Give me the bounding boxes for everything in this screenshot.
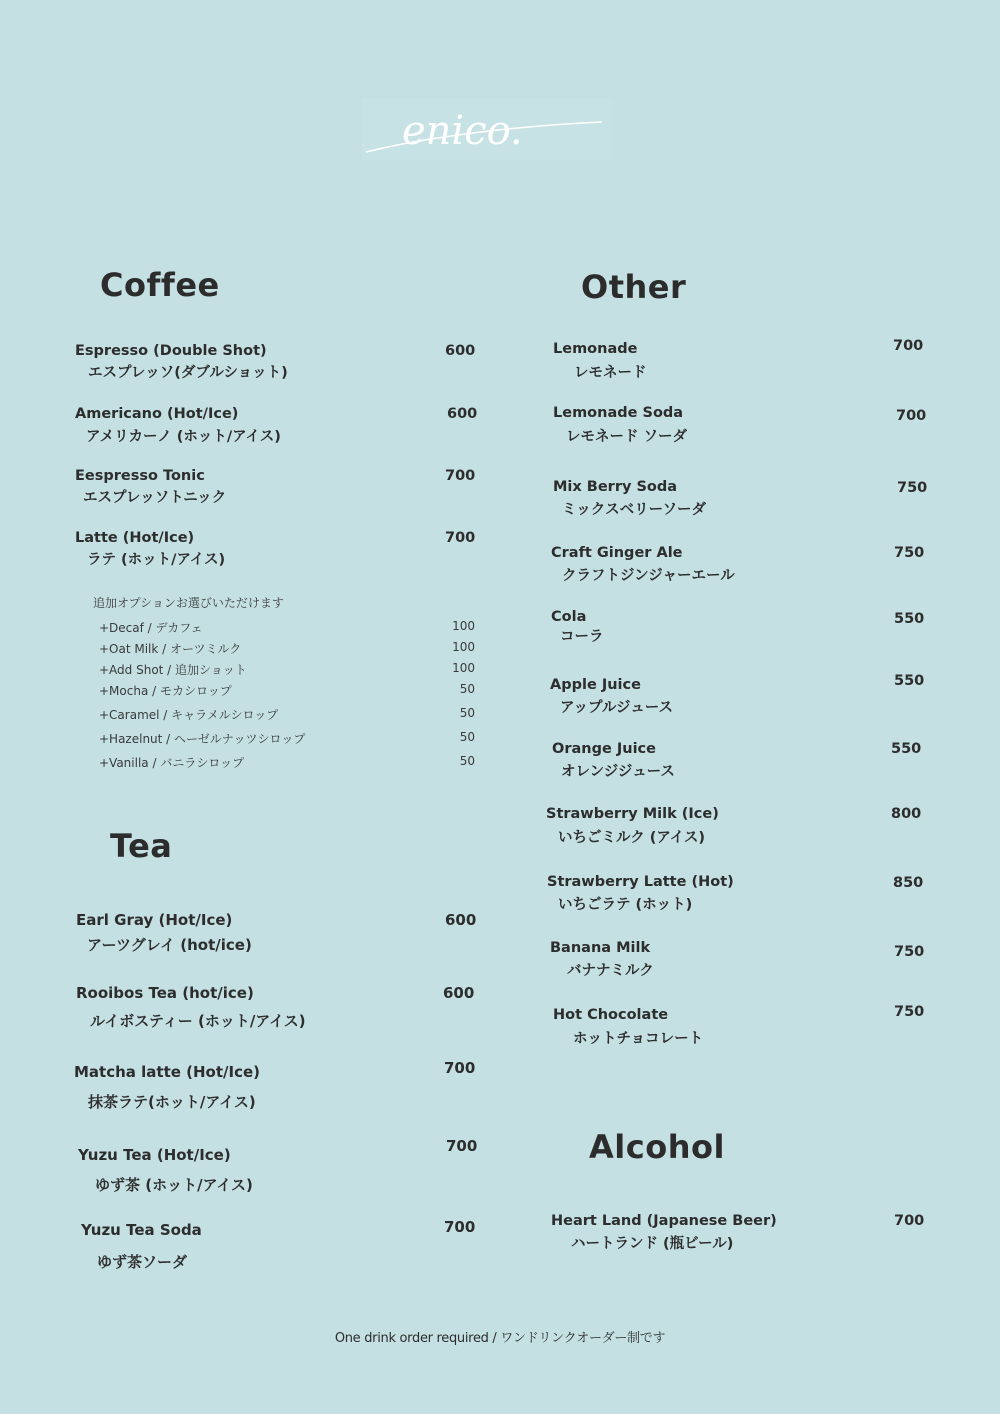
item-name-en: Lemonade Soda [553,405,684,421]
option-price: 100 [452,640,475,654]
item-name-ja: ホットチョコレート [573,1031,704,1047]
item-name-ja: オレンジジュース [561,764,675,780]
item-price: 600 [445,343,476,359]
item-name-en: Americano (Hot/Ice) [75,406,239,422]
item-name-ja: アメリカーノ (ホット/アイス) [86,429,281,445]
item-name-en: Matcha latte (Hot/Ice) [74,1063,260,1081]
item-name-en: Earl Gray (Hot/Ice) [76,911,233,929]
item-name-ja: レモネード [574,365,647,381]
item-name-ja: ラテ (ホット/アイス) [87,552,226,568]
item-price: 800 [891,806,922,822]
enico-logo-mark [362,98,612,160]
item-price: 550 [894,611,925,627]
item-name-en: Yuzu Tea Soda [81,1221,202,1239]
item-price: 700 [894,1213,925,1229]
item-price: 700 [444,1059,476,1077]
item-name-ja: ゆず茶 (ホット/アイス) [95,1176,253,1194]
item-name-en: Lemonade [553,341,638,357]
item-name-en: Latte (Hot/Ice) [75,530,195,546]
item-name-en: Strawberry Milk (Ice) [546,806,719,822]
tea-heading: Tea [110,827,173,865]
item-name-ja: エスプレッソトニック [83,490,227,506]
item-price: 700 [896,408,927,424]
item-name-ja: ハートランド (瓶ビール) [571,1236,734,1252]
item-name-ja: コーラ [560,629,604,645]
option-price: 50 [459,706,475,720]
option-name: +Decaf / デカフェ [99,621,203,635]
item-name-en: Yuzu Tea (Hot/Ice) [78,1146,231,1164]
item-name-ja: いちごミルク (アイス) [558,830,706,846]
item-price: 600 [443,984,475,1002]
item-price: 700 [445,530,476,546]
item-price: 750 [894,944,925,960]
option-name: +Hazelnut / ヘーゼルナッツシロップ [99,732,306,746]
alcohol-heading: Alcohol [589,1128,725,1166]
item-name-en: Apple Juice [550,677,641,693]
option-name: +Mocha / モカシロップ [99,684,232,698]
option-name: +Caramel / キャラメルシロップ [99,708,279,722]
item-price: 600 [445,911,477,929]
item-name-ja: クラフトジンジャーエール [562,568,735,584]
item-price: 550 [891,741,922,757]
item-name-ja: アーツグレイ (hot/ice) [87,936,252,954]
item-price: 700 [893,338,924,354]
item-name-en: Orange Juice [552,741,656,757]
item-name-en: Hot Chocolate [553,1007,669,1023]
option-price: 100 [452,619,475,633]
item-price: 750 [894,1004,925,1020]
option-name: +Vanilla / バニラシロップ [99,756,245,770]
item-name-ja: レモネード ソーダ [566,429,688,445]
item-price: 700 [446,1137,478,1155]
option-price: 50 [459,730,475,744]
item-price: 750 [894,545,925,561]
item-name-ja: いちごラテ (ホット) [558,897,693,913]
option-price: 50 [459,682,475,696]
item-name-ja: アップルジュース [560,700,674,716]
item-name-ja: バナナミルク [567,963,654,979]
option-price: 100 [452,661,475,675]
option-name: +Oat Milk / オーツミルク [99,642,242,656]
item-name-en: Banana Milk [550,940,651,956]
item-name-en: Espresso (Double Shot) [75,343,267,359]
item-price: 750 [897,480,928,496]
item-name-en: Cola [551,609,587,625]
item-name-ja: ミックスベリーソーダ [562,502,706,518]
item-price: 600 [447,406,478,422]
item-name-en: Mix Berry Soda [553,479,678,495]
item-name-ja: エスプレッソ(ダブルショット) [88,365,288,381]
item-price: 550 [894,673,925,689]
option-name: +Add Shot / 追加ショット [99,663,247,677]
item-name-en: Heart Land (Japanese Beer) [551,1213,777,1229]
item-price: 850 [893,875,924,891]
item-price: 700 [444,1218,476,1236]
option-price: 50 [459,754,475,768]
other-heading: Other [581,268,687,306]
item-price: 700 [445,468,476,484]
footer-text: One drink order required / ワンドリンクオーダー制です [334,1331,666,1346]
options-title: 追加オプションお選びいただけます [93,596,284,610]
logo [362,98,612,160]
item-name-en: Craft Ginger Ale [551,545,683,561]
item-name-en: Strawberry Latte (Hot) [547,874,734,890]
coffee-heading: Coffee [100,266,220,304]
footer-note [0,1327,1000,1346]
item-name-en: Eespresso Tonic [75,468,205,484]
item-name-ja: ゆず茶ソーダ [97,1253,188,1271]
svg-text:enico.: enico. [402,108,523,154]
item-name-ja: ルイボスティー (ホット/アイス) [90,1012,306,1030]
item-name-en: Rooibos Tea (hot/ice) [76,984,254,1002]
item-name-ja: 抹茶ラテ(ホット/アイス) [88,1093,256,1111]
